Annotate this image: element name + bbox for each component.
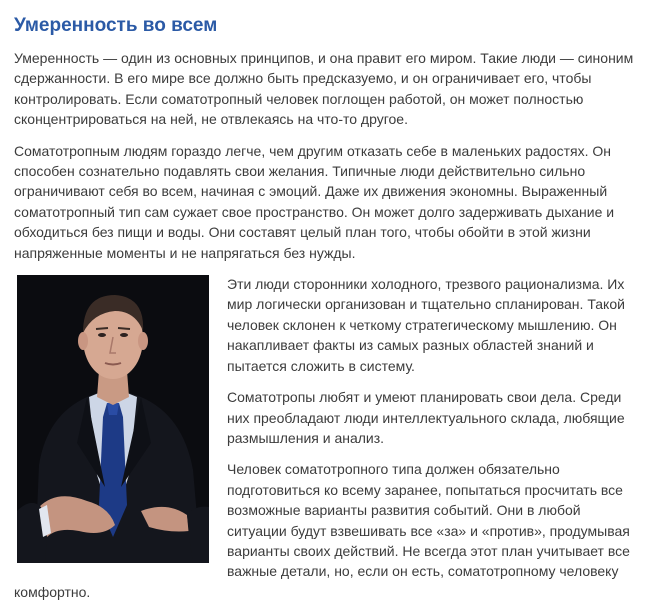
paragraph-4: Соматотропы любят и умеют планировать свои дела. Среди них преобладают люди интеллектуального склада, любящие размышления и анализ. xyxy=(227,389,625,446)
paragraph-1: Умеренность — один из основных принципов, и она правит его миром. Такие люди — синоним сдержанности. В его мире все должно быть предсказуемо, и он ограничивает его, чтобы контролировать. Если соматотропный человек поглощен работой, он может полностью сконцентрироваться на ней, не отвлекаясь на что-то другое. xyxy=(14,50,634,128)
portrait-illustration xyxy=(17,275,209,563)
photo-text-block xyxy=(14,274,634,602)
article xyxy=(14,14,634,613)
man-in-suit-photo xyxy=(17,275,209,563)
paragraph-2: Соматотропным людям гораздо легче, чем другим отказать себе в маленьких радостях. Он способен сознательно подавлять свои желания. Типичные люди действительно сильно ограничивают себя во всем, начиная с эмоций. Даже их движения экономны. Выраженный соматотропный тип сам сужает свое пространство. Он может долго задерживать дыхание и обходиться без пищи и воды. Они составят целый план того, чтобы обойти в этой жизни напряженные моменты и не напрягаться без нужды. xyxy=(14,142,615,261)
paragraph-5: Человек соматотропного типа должен обязательно подготовиться ко всему заранее, попытаться просчитать все возможные варианты развития событий. Они в любой ситуации будут взвешивать все «за» и «против», продумывая варианты своих действий. Не всегда этот план учитывает все важные детали, но, если он есть, соматотропному человеку комфортно. xyxy=(14,461,630,600)
article-heading: Умеренность во всем xyxy=(14,15,218,36)
paragraph-3: Эти люди сторонники холодного, трезвого рационализма. Их мир логически организован и тщательно спланирован. Такой человек склонен к четкому стратегическому мышлению. Он накапливает факты из самых разных областей знаний и пытается сложить в систему. xyxy=(227,276,625,374)
